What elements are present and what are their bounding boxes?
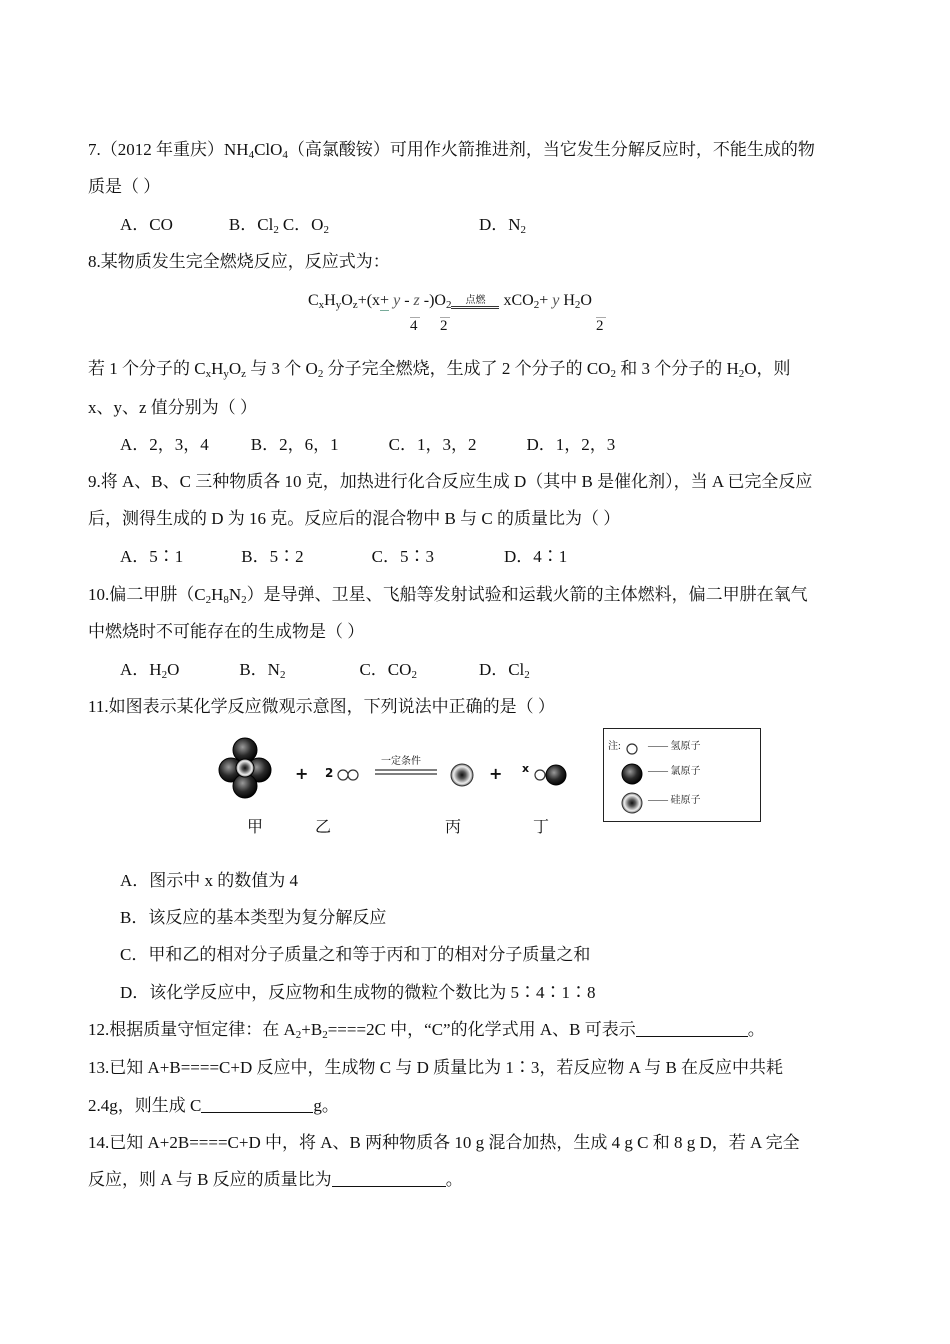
molecule-jia	[219, 738, 271, 798]
q12-answer-blank[interactable]	[636, 1018, 748, 1037]
q13-line1: 13.已知 A+B====C+D 反应中，生成物 C 与 D 质量比为 1∶3，若反应物 A 与 B 在反应中共耗	[88, 1058, 784, 1077]
legend-silicon-label: —— 硅原子	[648, 795, 701, 806]
label-yi: 乙	[315, 817, 332, 836]
q8-denom-2a: 2	[440, 318, 448, 334]
diagram-legend	[603, 728, 761, 822]
q11-option-d: D．该化学反应中，反应物和生成物的微粒个数比为 5∶4∶1∶8	[120, 983, 596, 1002]
q7-options	[120, 213, 526, 237]
reaction-condition: 一定条件	[381, 756, 421, 767]
q9-option-d: D．4∶1	[503, 547, 568, 566]
q10-line1: 10.偏二甲肼$(C_2H_8N_2)$是导弹、卫星、飞船等发射试验和运载火箭的主体燃料，偏二甲肼在氧气	[88, 585, 808, 606]
q11-option-a: A．图示中 x 的数值为 4	[120, 871, 299, 890]
q8-option-a: A．2，3，4	[120, 435, 209, 454]
q11-line1: 11.如图表示某化学反应微观示意图，下列说法中正确的是（ ）	[88, 697, 555, 716]
q14-line1: 14.已知 A+2B====C+D 中，将 A、B 两种物质各 10 g 混合加热，生成 4 g C 和 8 g D，若 A 完全	[88, 1133, 800, 1152]
q7-line2: 质是（ ）	[88, 177, 161, 196]
q7-option-a: A．CO	[120, 215, 173, 234]
q10-option-d: D．$Cl_2$	[478, 660, 530, 681]
q7-option-c: C．$O_2$	[282, 215, 329, 236]
q10-option-a: A．$H_2O$	[120, 660, 180, 681]
q10-option-b: B．$N_2$	[239, 660, 286, 681]
q11-option-b: B．该反应的基本类型为复分解反应	[120, 908, 387, 927]
q8-options	[120, 433, 615, 457]
coefficient-x: x	[522, 762, 530, 775]
q8-line2: 若 1 个分子的 $C_xH_yO_z$ 与 3 个 $O_2$ 分子完全燃烧，生成了 2 个分子的 $CO_2$ 和 3 个分子的 $H_2O$，则	[88, 359, 791, 380]
q10-options	[120, 658, 530, 682]
q13-line2: 2.4g，则生成 C g。	[88, 1096, 339, 1115]
legend-title: 注:	[608, 741, 621, 752]
legend-chlorine-label: —— 氯原子	[648, 766, 701, 777]
q7-option-d: D．$N_2$	[478, 215, 526, 236]
plus-sign-2: +	[489, 764, 503, 783]
q9-options	[120, 545, 567, 569]
q10-line2: 中燃烧时不可能存在的生成物是（ ）	[88, 622, 365, 641]
q14-answer-blank[interactable]	[332, 1168, 446, 1187]
q10-option-c: C．$CO_2$	[359, 660, 417, 681]
q8-option-d: D．1，2，3	[526, 435, 616, 454]
molecule-yi	[338, 770, 358, 780]
label-jia: 甲	[247, 817, 264, 836]
reaction-diagram	[215, 728, 765, 840]
q8-line1: 8.某物质发生完全燃烧反应，反应式为：	[88, 252, 390, 271]
q9-line1: 9.将 A、B、C 三种物质各 10 克，加热进行化合反应生成 D（其中 B 是催化剂），当 A 已完全反应	[88, 472, 813, 491]
q14-line2: 反应，则 A 与 B 反应的质量比为 。	[88, 1170, 463, 1189]
q9-option-b: B．5∶2	[241, 547, 304, 566]
q8-condition: 点燃	[451, 291, 499, 309]
label-ding: 丁	[533, 817, 550, 836]
q7-option-b: B．$Cl_2$	[228, 215, 279, 236]
q8-option-c: C．1，3，2	[388, 435, 477, 454]
q9-line2: 后，测得生成的 D 为 16 克。反应后的混合物中 B 与 C 的质量比为（ ）	[88, 509, 621, 528]
q8-denom-4: 4	[410, 318, 418, 334]
q8-option-b: B．2，6，1	[250, 435, 339, 454]
q13-answer-blank[interactable]	[201, 1094, 313, 1113]
plus-sign-1: +	[295, 764, 309, 783]
q8-equation: $C_xH_yO_z+(x+ y - z$ $-)O_2$ 点燃 xCO$_2$+ y $H_2O$	[308, 292, 592, 311]
q12-line1: 12.根据质量守恒定律：在 $A_2+B_2====2C$ 中，“C”的化学式用 A、B 可表示 。	[88, 1020, 765, 1041]
q8-denom-2b: 2	[596, 318, 604, 334]
molecule-ding	[535, 765, 566, 785]
q11-option-c: C．甲和乙的相对分子质量之和等于丙和丁的相对分子质量之和	[120, 945, 591, 964]
coefficient-2: 2	[325, 766, 334, 780]
q9-option-c: C．5∶3	[371, 547, 434, 566]
molecule-bing	[451, 764, 473, 786]
label-bing: 丙	[445, 817, 462, 836]
legend-hydrogen-label: —— 氢原子	[648, 741, 701, 752]
q8-line3: x、y、z 值分别为（ ）	[88, 398, 258, 417]
q9-option-a: A．5∶1	[120, 547, 184, 566]
q7-line1: 7.（2012 年重庆）$NH_4ClO_4$（高氯酸铵）可用作火箭推进剂，当它发生分解反应时，不能生成的物	[88, 140, 815, 161]
